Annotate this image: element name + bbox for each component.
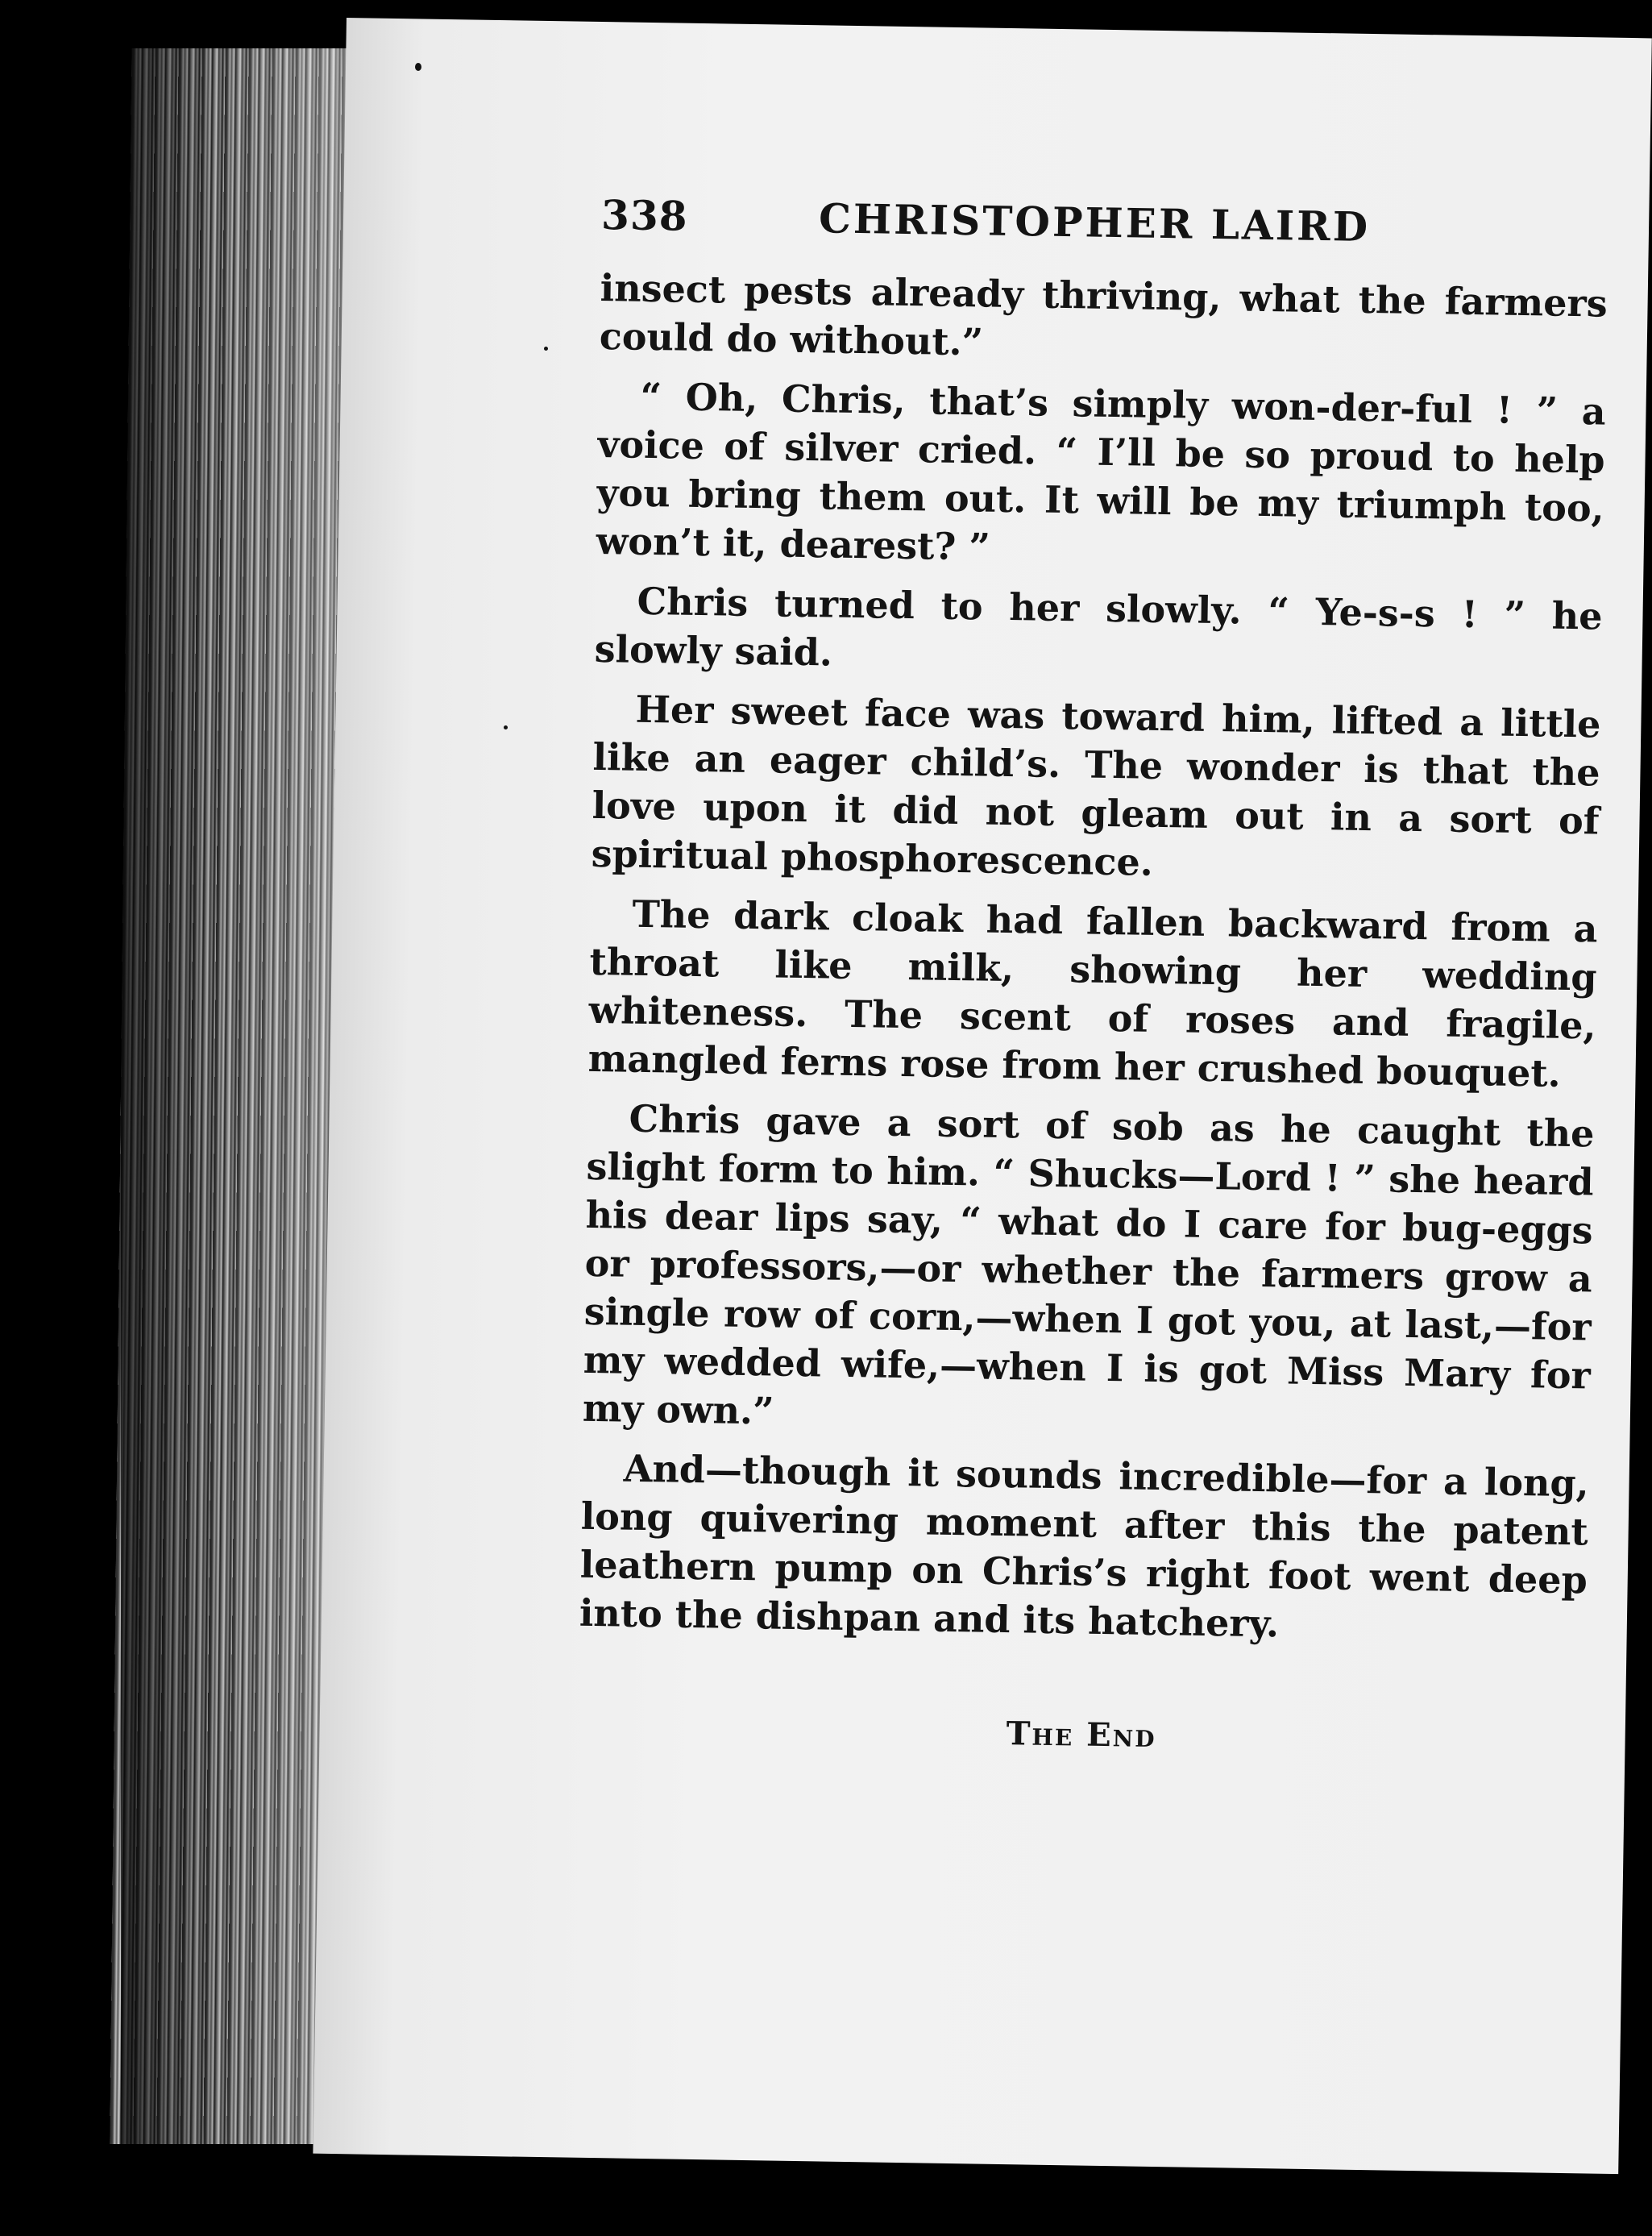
paragraph-7: And—though it sounds incredible—for a long, long quivering moment after this the patent leathern pump on Chris’s right foot went deep into the dishpan and its hatchery. [579,1446,1590,1646]
paragraph-6: Chris gave a sort of sob as he caught the slight form to him. “ Shucks—Lord ! ” she heard his dear lips say, “ what do I care for bug-eggs or professors,—or whether the farmers grow a single row of corn,—when I got you, at last,—for my wedded wife,—when I is got Miss Mary for my own.” [582,1096,1595,1433]
page-number: 338 [600,191,689,240]
book-page [313,18,1651,2174]
paragraph-2: “ Oh, Chris, that’s simply won-der-ful ! ” a voice of silver cried. “ I’ll be so proud to help you bring them out. It will be my triumph too, won’t it, dearest? ” [596,374,1606,569]
paragraph-4: Her sweet face was toward him, lifted a little like an eager child’s. The wonder is that the love upon it did not gleam out in a sort of spiritual phosphorescence. [591,687,1601,884]
paragraph-3: Chris turned to her slowly. “ Ye-s-s ! ” he slowly said. [594,579,1603,675]
paragraph-1: insect pests already thriving, what the farmers could do without.” [599,265,1608,364]
page-text-block [577,191,1608,1761]
the-end-marker: The End [1006,1714,1156,1756]
scan-speck [504,725,508,729]
scan-speck [415,63,421,71]
book-title: CHRISTOPHER LAIRD [818,194,1371,251]
scan-speck [544,347,548,351]
paragraph-5: The dark cloak had fallen backward from a throat like milk, showing her wedding whiteness. The scent of roses and fragile, mangled ferns rose from her crushed bouquet. [587,891,1598,1095]
